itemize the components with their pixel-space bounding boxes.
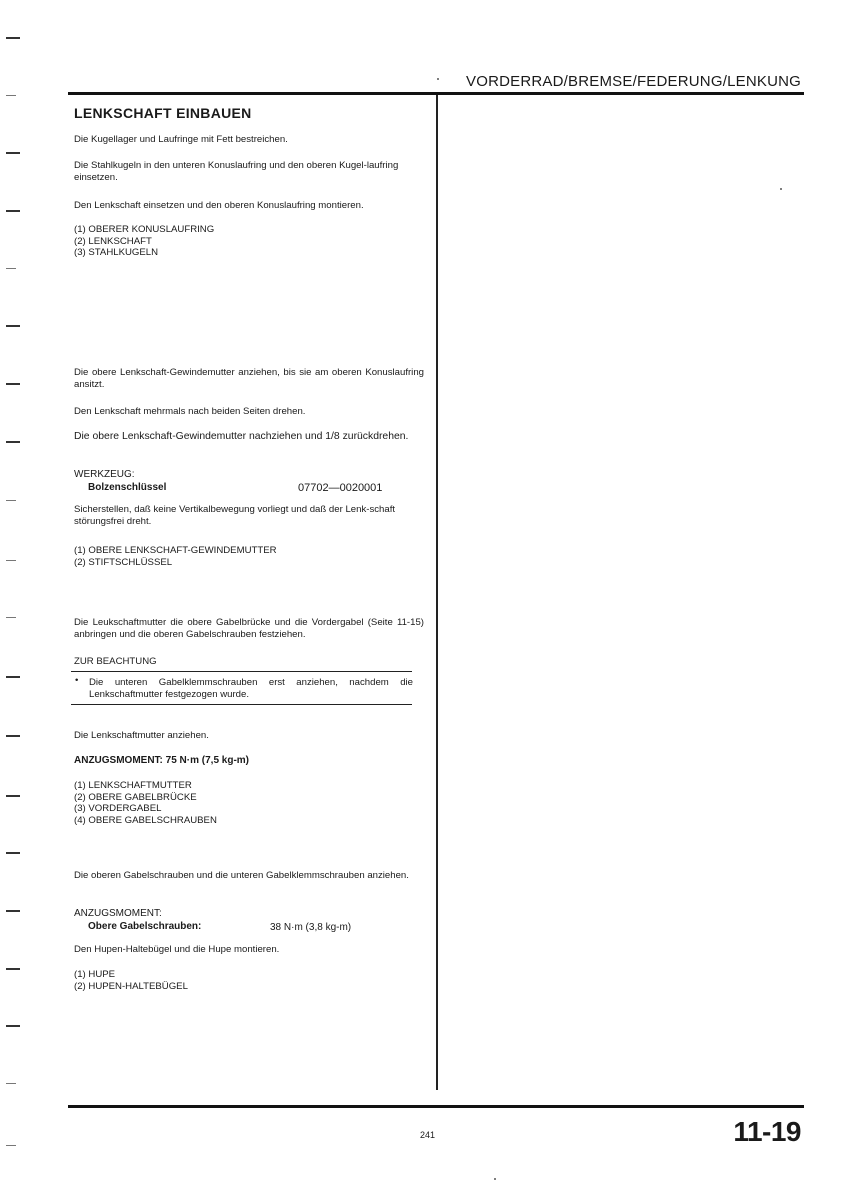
scan-mark	[6, 560, 16, 561]
label-item: (3) VORDERGABEL	[74, 803, 162, 814]
scan-mark	[6, 676, 20, 678]
speck	[494, 1178, 496, 1180]
page-number: 241	[420, 1130, 436, 1140]
scan-mark	[6, 852, 20, 854]
paragraph-7: Sicherstellen, daß keine Vertikalbewegung vorliegt und daß der Lenk-schaft störungsfrei dreht.	[74, 504, 396, 527]
scan-mark	[6, 268, 16, 269]
paragraph-9: Die Lenkschaftmutter anziehen.	[74, 730, 209, 741]
tool-number: 07702—0020001	[298, 482, 383, 494]
paragraph-2: Die Stahlkugeln in den unteren Konuslaufring und den oberen Kugel-laufring einsetzen.	[74, 160, 399, 183]
section-title: LENKSCHAFT EINBAUEN	[74, 105, 252, 121]
note-text: Die unteren Gabelklemmschrauben erst anziehen, nachdem die Lenkschaftmutter festgezogen wurde.	[89, 677, 413, 700]
label-item: (2) HUPEN-HALTEBÜGEL	[74, 980, 188, 992]
note-rule-bottom	[71, 704, 412, 705]
label-list-3	[74, 780, 424, 826]
label-item: (3) STAHLKUGELN	[74, 247, 159, 258]
scan-mark	[6, 383, 20, 385]
speck	[437, 78, 439, 80]
note-rule-top	[71, 671, 412, 672]
tool-heading: WERKZEUG:	[74, 469, 135, 480]
label-item: (1) HUPE	[74, 969, 116, 980]
section-page-number: 11-19	[733, 1116, 801, 1147]
footer-rule	[68, 1105, 804, 1108]
scan-mark	[6, 325, 20, 327]
paragraph-8: Die Leukschaftmutter die obere Gabelbrücke und die Vordergabel (Seite 11-15) anbringen und die oberen Gabelschrauben festziehen.	[74, 617, 424, 640]
paragraph-10: Die oberen Gabelschrauben und die unteren Gabelklemmschrauben anziehen.	[74, 870, 409, 881]
scan-mark	[6, 795, 20, 797]
scan-mark	[6, 500, 16, 501]
label-item: (2) OBERE GABELBRÜCKE	[74, 791, 197, 803]
scan-mark	[6, 617, 16, 618]
scan-mark	[6, 210, 20, 212]
label-item: (2) STIFTSCHLÜSSEL	[74, 556, 173, 568]
paragraph-6: Die obere Lenkschaft-Gewindemutter nachziehen und 1/8 zurückdrehen.	[74, 431, 409, 442]
note-bullet: •	[75, 675, 79, 686]
scan-mark	[6, 152, 20, 154]
column-divider	[436, 95, 438, 1090]
scan-mark	[6, 968, 20, 970]
label-item: (1) OBERER KONUSLAUFRING	[74, 224, 215, 235]
torque-spec-2-value: 38 N·m (3,8 kg-m)	[270, 922, 352, 933]
speck	[780, 188, 782, 190]
paragraph-5: Den Lenkschaft mehrmals nach beiden Seiten drehen.	[74, 406, 306, 417]
torque-spec-1: ANZUGSMOMENT: 75 N·m (7,5 kg-m)	[74, 755, 250, 766]
scan-mark	[6, 1083, 16, 1084]
scan-mark	[6, 441, 20, 443]
tool-name: Bolzenschlüssel	[88, 482, 167, 493]
paragraph-3: Den Lenkschaft einsetzen und den oberen Konuslaufring montieren.	[74, 200, 364, 211]
label-list-4	[74, 969, 424, 992]
label-list-1	[74, 224, 424, 259]
scan-mark	[6, 735, 20, 737]
scan-mark	[6, 37, 20, 39]
running-header: VORDERRAD/BREMSE/FEDERUNG/LENKUNG	[466, 73, 801, 90]
scan-mark	[6, 1145, 16, 1146]
paragraph-11: Den Hupen-Haltebügel und die Hupe montieren.	[74, 944, 280, 955]
scan-mark	[6, 1025, 20, 1027]
scan-mark	[6, 95, 16, 96]
label-item: (1) OBERE LENKSCHAFT-GEWINDEMUTTER	[74, 545, 277, 556]
torque-spec-2-heading: ANZUGSMOMENT:	[74, 908, 162, 919]
note-heading: ZUR BEACHTUNG	[74, 656, 157, 667]
paragraph-1: Die Kugellager und Laufringe mit Fett bestreichen.	[74, 134, 288, 145]
label-list-2	[74, 545, 424, 568]
label-item: (1) LENKSCHAFTMUTTER	[74, 780, 192, 791]
label-item: (2) LENKSCHAFT	[74, 235, 152, 247]
torque-spec-2-name: Obere Gabelschrauben:	[88, 921, 202, 932]
scan-mark	[6, 910, 20, 912]
label-item: (4) OBERE GABELSCHRAUBEN	[74, 814, 217, 826]
paragraph-4: Die obere Lenkschaft-Gewindemutter anziehen, bis sie am oberen Konuslaufring ansitzt.	[74, 367, 424, 390]
